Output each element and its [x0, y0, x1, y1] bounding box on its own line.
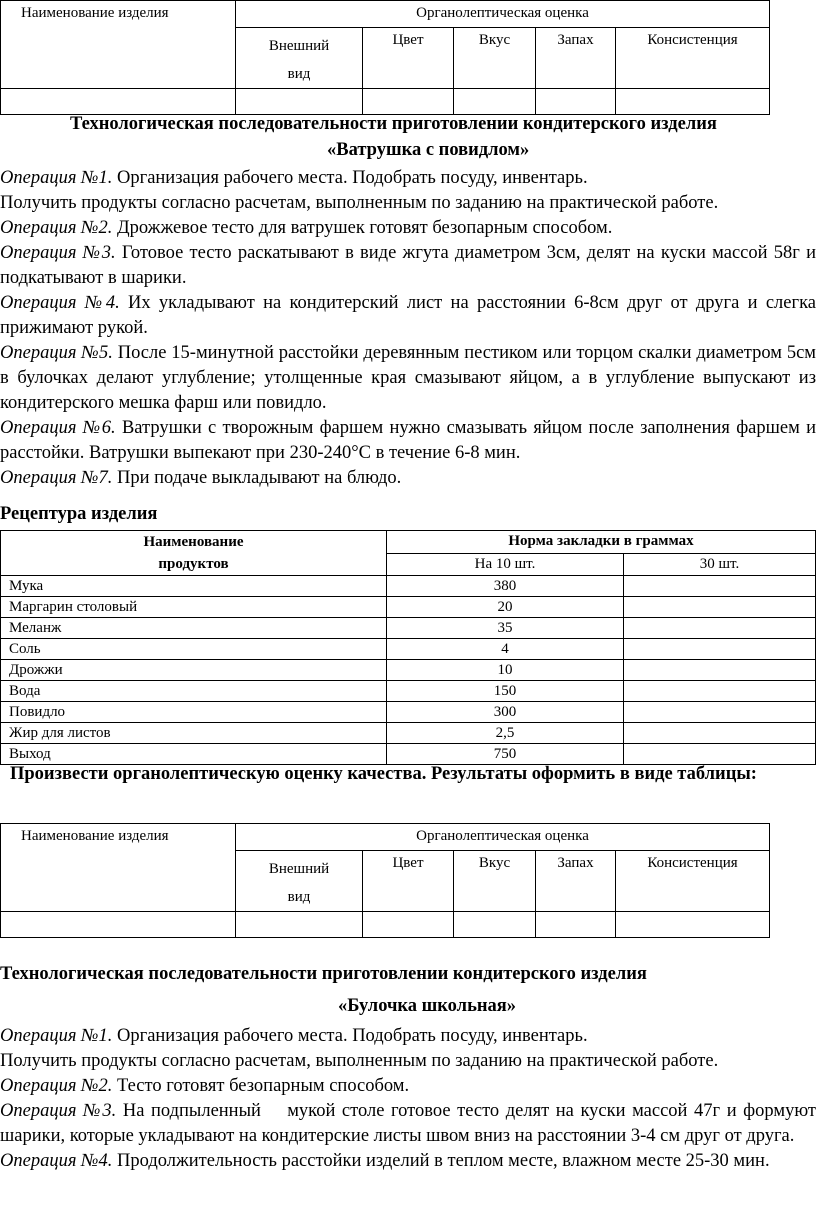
col-smell: Запах [536, 851, 616, 912]
header-product-name: Наименование изделия [1, 1, 236, 89]
operation-2: Операция №2. Тесто готовят безопарным способом. [0, 1076, 410, 1096]
header-organoleptic-score: Органолептическая оценка [236, 824, 770, 851]
empty-cell [1, 912, 236, 938]
col-consistency: Консистенция [616, 28, 770, 89]
table-row: Жир для листов 2,5 [1, 723, 816, 744]
operation-2: Операция №2. Дрожжевое тесто для ватрушек готовят безопарным способом. [0, 218, 613, 238]
operation-7: Операция №7. При подаче выкладывают на блюдо. [0, 468, 402, 488]
section1-title-line1: Технологическая последовательности приготовлении кондитерского изделия [70, 114, 717, 134]
empty-cell [536, 912, 616, 938]
table-row: Вода 150 [1, 681, 816, 702]
empty-cell [363, 912, 454, 938]
empty-cell [236, 912, 363, 938]
recipe-header-norm: Норма закладки в граммах [387, 531, 816, 554]
col-color: Цвет [363, 28, 454, 89]
operation-1: Операция №1. Организация рабочего места. Подобрать посуду, инвентарь. [0, 168, 588, 188]
operation-4: Операция №4. Продолжительность расстойки изделий в теплом месте, влажном месте 25-30 мин. [0, 1151, 770, 1171]
organoleptic-table-top [0, 0, 770, 115]
table-row: Мука 380 [1, 576, 816, 597]
section2-title-line1: Технологическая последовательности приготовлении кондитерского изделия [0, 964, 647, 984]
empty-cell [1, 89, 236, 115]
operation-3: Операция №3. На подпыленный мукой столе готовое тесто делят на куски массой 47г и формуют шарики, которые укладывают на кондитерские листы швом вниз на расстоянии 3-4 см друг от друга. [0, 1101, 816, 1146]
recipe-header-name: Наименование продуктов [1, 531, 387, 576]
header-organoleptic-score: Органолептическая оценка [236, 1, 770, 28]
table-row: Повидло 300 [1, 702, 816, 723]
recipe-header-10: На 10 шт. [387, 553, 624, 576]
empty-cell [236, 89, 363, 115]
operation-1-cont: Получить продукты согласно расчетам, выполненным по заданию на практической работе. [0, 193, 719, 213]
col-appearance: Внешний вид [236, 28, 363, 89]
instruction-text: Произвести органолептическую оценку качества. Результаты оформить в виде таблицы: [10, 764, 757, 784]
table-row: Выход 750 [1, 744, 816, 765]
operation-5: Операция №5. После 15-минутной расстойки деревянным пестиком или торцом скалки диаметром 5см в булочках делают углубление; утолщенные края смазывают яйцом, а в углубление выпускают из кондитерского мешка фарш или повидло. [0, 343, 816, 413]
col-taste: Вкус [454, 851, 536, 912]
recipe-header-30: 30 шт. [624, 553, 816, 576]
table-row: Соль 4 [1, 639, 816, 660]
header-product-name: Наименование изделия [1, 824, 236, 912]
empty-cell [536, 89, 616, 115]
section1-operations [0, 166, 816, 491]
empty-cell [616, 912, 770, 938]
organoleptic-table-bottom [0, 823, 770, 938]
col-smell: Запах [536, 28, 616, 89]
operation-6: Операция №6. Ватрушки с творожным фаршем нужно смазывать яйцом после заполнения фаршем и расстойки. Ватрушки выпекают при 230-240°С в течение 6-8 мин. [0, 418, 816, 463]
recipe-table [0, 530, 816, 765]
table-row: Маргарин столовый 20 [1, 597, 816, 618]
operation-1: Операция №1. Организация рабочего места. Подобрать посуду, инвентарь. [0, 1026, 588, 1046]
empty-cell [454, 912, 536, 938]
section1-title-line2: «Ватрушка с повидлом» [327, 140, 530, 160]
section2-operations [0, 1024, 816, 1174]
operation-3: Операция №3. Готовое тесто раскатывают в виде жгута диаметром 3см, делят на куски массой 58г и подкатывают в шарики. [0, 243, 816, 288]
col-consistency: Консистенция [616, 851, 770, 912]
empty-cell [454, 89, 536, 115]
empty-cell [363, 89, 454, 115]
section2-title-line2: «Булочка школьная» [338, 996, 517, 1016]
col-color: Цвет [363, 851, 454, 912]
operation-1-cont: Получить продукты согласно расчетам, выполненным по заданию на практической работе. [0, 1051, 719, 1071]
empty-cell [616, 89, 770, 115]
col-appearance: Внешний вид [236, 851, 363, 912]
table-row: Дрожжи 10 [1, 660, 816, 681]
col-taste: Вкус [454, 28, 536, 89]
recipe-title: Рецептура изделия [0, 504, 158, 524]
operation-4: Операция №4. Их укладывают на кондитерский лист на расстоянии 6-8см друг от друга и слегка прижимают рукой. [0, 293, 816, 338]
table-row: Меланж 35 [1, 618, 816, 639]
